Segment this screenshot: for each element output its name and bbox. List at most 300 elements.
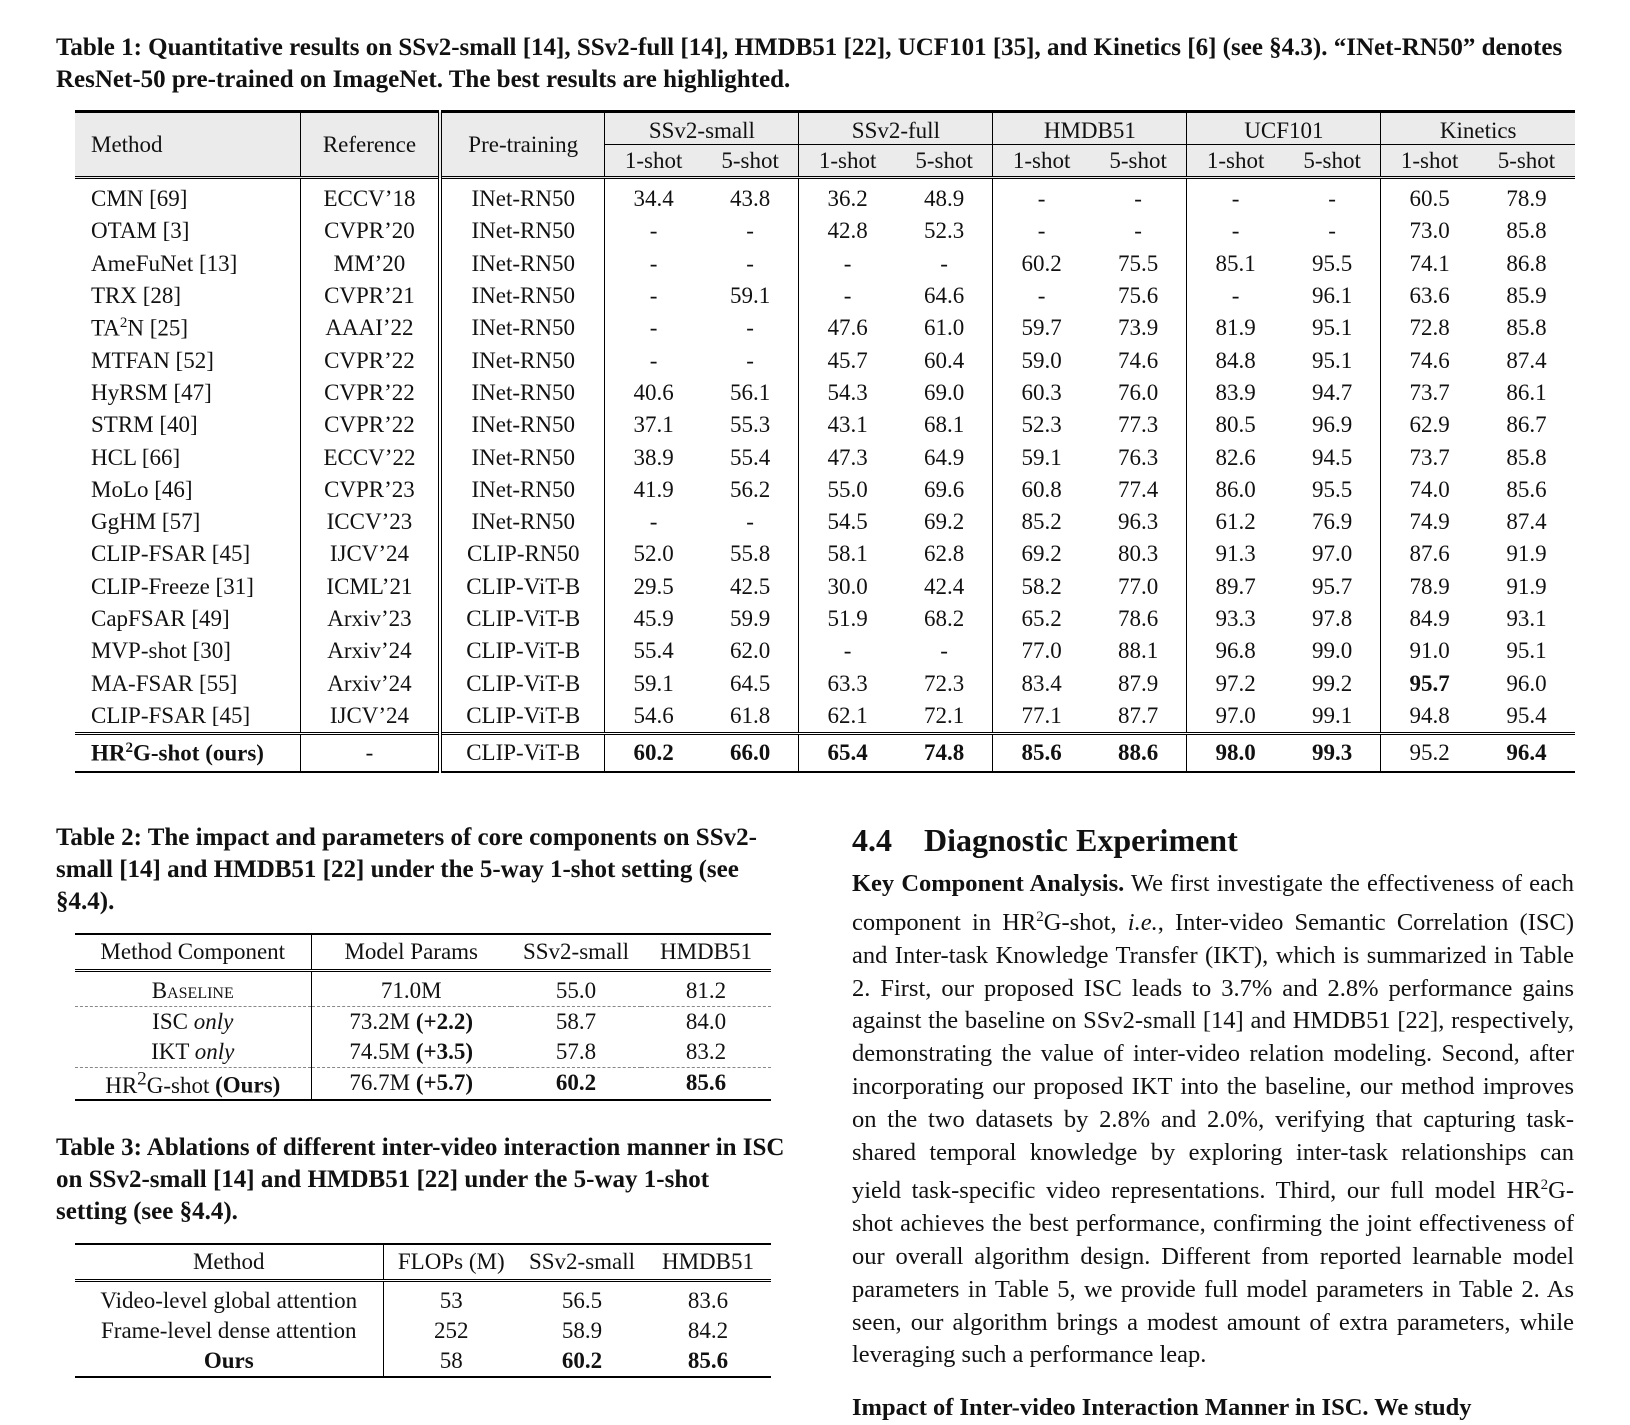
value-cell: 76.0 xyxy=(1118,379,1159,405)
reference-cell: CVPR’21 xyxy=(300,280,440,312)
method-cell: MTFAN [52] xyxy=(91,347,214,373)
value-cell: 61.8 xyxy=(730,702,771,728)
value-cell: 88.6 xyxy=(1090,734,1187,773)
method-cell: HyRSM [47] xyxy=(91,379,212,405)
value-cell: 66.0 xyxy=(702,734,799,773)
label-main: $HR^2G$-shot xyxy=(105,1068,210,1098)
reference-cell: - xyxy=(300,734,440,773)
reference-cell: CVPR’22 xyxy=(300,409,440,441)
method-cell: MA-FSAR [55] xyxy=(91,670,238,696)
value-cell: 72.8 xyxy=(1381,312,1478,344)
value-cell: 95.1 xyxy=(1506,638,1547,664)
value-cell: 91.3 xyxy=(1187,538,1284,570)
value-cell: 86.0 xyxy=(1187,474,1284,506)
label-suffix: only xyxy=(194,1039,235,1064)
value-cell: - xyxy=(746,250,754,276)
value-cell: 72.1 xyxy=(924,702,965,728)
reference-cell: CVPR’23 xyxy=(300,474,440,506)
header-shot: 5-shot xyxy=(896,145,993,178)
label-suffix: (Ours) xyxy=(215,1072,281,1098)
pretraining-cell: INet-RN50 xyxy=(440,280,605,312)
value-cell: 96.9 xyxy=(1312,412,1353,438)
pretraining-cell: INet-RN50 xyxy=(440,506,605,538)
header-shot: 5-shot xyxy=(702,145,799,178)
value-cell: 73.7 xyxy=(1381,377,1478,409)
value-cell: 73.9 xyxy=(1118,315,1159,341)
value-cell: 59.9 xyxy=(730,606,771,631)
value-cell: 40.6 xyxy=(605,377,702,409)
value-cell: 91.9 xyxy=(1506,541,1547,567)
row-label: Video-level global attention xyxy=(75,1281,383,1317)
header-pretraining: Pre-training xyxy=(440,112,605,178)
header-ssv2-small: SSv2-small xyxy=(528,1249,636,1274)
value-cell: 85.1 xyxy=(1187,248,1284,280)
value-cell: 51.9 xyxy=(799,603,896,635)
header-flops: FLOPs (M) xyxy=(397,1249,505,1274)
value-cell: 60.8 xyxy=(993,474,1090,506)
table1-results xyxy=(75,110,1575,773)
value-cell: 252 xyxy=(434,1318,469,1343)
value-cell: - xyxy=(605,312,702,344)
value-cell: 52.3 xyxy=(924,218,965,244)
value-cell: - xyxy=(746,509,754,535)
pretraining-cell: CLIP-ViT-B xyxy=(440,700,605,734)
value-cell: 52.3 xyxy=(993,409,1090,441)
value-cell: 55.8 xyxy=(730,541,771,567)
reference-cell: CVPR’22 xyxy=(300,344,440,376)
value-cell: 63.6 xyxy=(1381,280,1478,312)
value-cell: - xyxy=(993,280,1090,312)
value-cell: 73.7 xyxy=(1381,441,1478,473)
value-cell: - xyxy=(993,215,1090,247)
value-cell: 36.2 xyxy=(799,178,896,216)
pretraining-cell: CLIP-RN50 xyxy=(440,538,605,570)
value-cell: 93.1 xyxy=(1506,606,1547,631)
method-cell: MVP-shot [30] xyxy=(91,638,231,664)
value-cell: - xyxy=(940,638,948,664)
paragraph-lead: Key Component Analysis. xyxy=(852,870,1125,897)
value-cell: 85.2 xyxy=(993,506,1090,538)
section-title: Diagnostic Experiment xyxy=(924,822,1238,858)
value-cell: 86.7 xyxy=(1506,412,1547,438)
table-row xyxy=(75,215,1575,247)
value-cell: 72.3 xyxy=(924,670,965,696)
method-cell: MoLo [46] xyxy=(91,476,193,502)
next-paragraph-start: Impact of Inter-video Interaction Manner in ISC. We study xyxy=(852,1394,1472,1421)
params-cell xyxy=(311,1068,511,1100)
value-cell: 60.5 xyxy=(1381,178,1478,216)
value-cell: 85.6 xyxy=(645,1346,771,1377)
method-cell: GgHM [57] xyxy=(91,509,201,535)
value-cell: - xyxy=(605,506,702,538)
value-cell: 62.1 xyxy=(799,700,896,734)
value-cell: 83.9 xyxy=(1187,377,1284,409)
value-cell: 58.9 xyxy=(561,1318,603,1343)
value-cell: 83.4 xyxy=(993,667,1090,699)
value-cell: 95.7 xyxy=(1381,667,1478,699)
reference-cell: MM’20 xyxy=(300,248,440,280)
reference-cell: CVPR’20 xyxy=(300,215,440,247)
table2-components xyxy=(75,933,771,1101)
pretraining-cell: INet-RN50 xyxy=(440,409,605,441)
value-cell: 42.5 xyxy=(730,573,771,599)
header-shot: 5-shot xyxy=(1478,145,1575,178)
table-row xyxy=(75,441,1575,473)
row-label xyxy=(75,1068,311,1100)
superscript: 2 xyxy=(1036,908,1044,925)
value-cell: 84.2 xyxy=(687,1318,729,1343)
value-cell: 85.6 xyxy=(641,1068,771,1100)
value-cell: 78.6 xyxy=(1118,606,1159,631)
row-label xyxy=(75,1007,311,1038)
params-delta: (+3.5) xyxy=(415,1039,474,1064)
row-label: Frame-level dense attention xyxy=(75,1316,383,1346)
value-cell: 47.3 xyxy=(799,441,896,473)
value-cell: 94.5 xyxy=(1312,444,1353,470)
value-cell: 68.2 xyxy=(924,606,965,631)
reference-cell: Arxiv’24 xyxy=(300,667,440,699)
value-cell: 58.1 xyxy=(799,538,896,570)
value-cell: 58 xyxy=(383,1346,519,1377)
value-cell: 81.9 xyxy=(1187,312,1284,344)
value-cell: 56.2 xyxy=(730,476,771,502)
table-row xyxy=(75,178,1575,216)
superscript: 2 xyxy=(1540,1177,1549,1194)
value-cell: 62.8 xyxy=(924,541,965,567)
pretraining-cell: INet-RN50 xyxy=(440,474,605,506)
value-cell: 47.6 xyxy=(799,312,896,344)
value-cell: 41.9 xyxy=(605,474,702,506)
value-cell: 83.6 xyxy=(687,1288,729,1313)
table3-ablation xyxy=(75,1243,771,1378)
value-cell: - xyxy=(1328,218,1336,244)
value-cell: 99.0 xyxy=(1312,638,1353,664)
value-cell: - xyxy=(1187,178,1284,216)
table-row xyxy=(75,1316,771,1346)
value-cell: 83.2 xyxy=(685,1039,727,1064)
header-group: SSv2-small xyxy=(605,112,799,145)
table-row xyxy=(75,538,1575,570)
pretraining-cell: CLIP-ViT-B xyxy=(440,571,605,603)
method-cell: $TA^2N$ [25] xyxy=(91,315,189,341)
header-shot: 1-shot xyxy=(993,145,1090,178)
header-shot: 1-shot xyxy=(605,145,702,178)
table-row xyxy=(75,1346,771,1377)
value-cell: 96.0 xyxy=(1506,670,1547,696)
superscript: 2 xyxy=(125,739,133,756)
value-cell: 59.1 xyxy=(730,283,771,309)
value-cell: - xyxy=(1187,280,1284,312)
header-method: Method xyxy=(75,112,300,178)
value-cell: 78.9 xyxy=(1478,178,1575,216)
method-cell: CLIP-FSAR [45] xyxy=(91,541,251,567)
value-cell: 89.7 xyxy=(1187,571,1284,603)
value-cell: 54.6 xyxy=(605,700,702,734)
method-cell: HCL [66] xyxy=(91,444,181,470)
value-cell: - xyxy=(746,218,754,244)
reference-cell: CVPR’22 xyxy=(300,377,440,409)
reference-cell: IJCV’24 xyxy=(300,700,440,734)
value-cell: 60.4 xyxy=(924,347,965,373)
value-cell: 69.0 xyxy=(924,379,965,405)
value-cell: 68.1 xyxy=(924,412,965,438)
value-cell: 58.2 xyxy=(993,571,1090,603)
value-cell: 76.9 xyxy=(1312,509,1353,535)
reference-cell: IJCV’24 xyxy=(300,538,440,570)
value-cell: 99.2 xyxy=(1312,670,1353,696)
header-ssv2-small: SSv2-small xyxy=(522,939,630,964)
value-cell: 95.4 xyxy=(1506,702,1547,728)
label-suffix: only xyxy=(193,1009,234,1034)
header-group: Kinetics xyxy=(1381,112,1575,145)
params-delta: (+5.7) xyxy=(415,1070,474,1096)
method-cell: AmeFuNet [13] xyxy=(91,250,238,276)
value-cell: 95.5 xyxy=(1312,250,1353,276)
method-cell: OTAM [3] xyxy=(91,218,190,244)
value-cell: 95.2 xyxy=(1381,734,1478,773)
header-group: UCF101 xyxy=(1187,112,1381,145)
value-cell: 69.2 xyxy=(993,538,1090,570)
value-cell: 42.8 xyxy=(799,215,896,247)
value-cell: 74.9 xyxy=(1381,506,1478,538)
value-cell: - xyxy=(605,280,702,312)
emphasis: i.e. xyxy=(1127,908,1158,936)
pretraining-cell: CLIP-ViT-B xyxy=(440,734,605,773)
params-value: 73.2M xyxy=(349,1009,411,1034)
value-cell: 55.3 xyxy=(730,412,771,438)
value-cell: 74.8 xyxy=(896,734,993,773)
header-model-params: Model Params xyxy=(344,939,478,964)
value-cell: 97.0 xyxy=(1312,541,1353,567)
header-reference: Reference xyxy=(300,112,440,178)
value-cell: 91.9 xyxy=(1506,573,1547,599)
value-cell: - xyxy=(940,250,948,276)
method-cell: CLIP-FSAR [45] xyxy=(91,702,251,728)
value-cell: 55.0 xyxy=(555,978,597,1003)
params-cell: 71.0M xyxy=(380,978,442,1003)
value-cell: 81.2 xyxy=(685,978,727,1003)
value-cell: 97.8 xyxy=(1312,606,1353,631)
value-cell: 99.1 xyxy=(1312,702,1353,728)
paragraph-body: We first investigate the effectiveness of each component in $HR^2G$-shot, i.e., Inter-video Semantic Correlation (ISC) and Inter-task Knowledge Transfer (IKT), which is summarized in Table 2. First, our proposed ISC leads to 3.7% and 2.8% performance gains against the baseline on SSv2-small [14] and HMDB51 [22], respectively, demonstrating the value of inter-video relation modeling. Second, after incorporating our proposed IKT into the baseline, our method improves on the two datasets by 2.8% and 2.0%, verifying that capturing task-shared temporal knowledge by exploring inter-task relationships can yield task-specific video representations. Third, our full model $HR^2G$-shot achieves the best performance, confirming the joint effectiveness of our overall algorithm design. Different from reported learnable model parameters in Table 5, we provide full model parameters in Table 2. As seen, our algorithm brings a modest amount of extra parameters, while leveraging such a performance leap. xyxy=(852,870,1574,1369)
value-cell: - xyxy=(1090,178,1187,216)
row-label: Ours xyxy=(75,1346,383,1377)
value-cell: 62.0 xyxy=(730,638,771,664)
value-cell: 77.3 xyxy=(1118,412,1159,438)
value-cell: 96.8 xyxy=(1187,635,1284,667)
table3-caption: Table 3: Ablations of different inter-video interaction manner in ISC on SSv2-small [14] and HMDB51 [22] under the 5-way 1-shot setting (see §4.4). xyxy=(56,1134,785,1225)
value-cell: 96.1 xyxy=(1312,283,1353,309)
pretraining-cell: CLIP-ViT-B xyxy=(440,635,605,667)
value-cell: 99.3 xyxy=(1284,734,1381,773)
value-cell: 75.5 xyxy=(1118,250,1159,276)
section-paragraph xyxy=(852,868,1574,1372)
value-cell: 74.1 xyxy=(1381,248,1478,280)
value-cell: 74.0 xyxy=(1381,474,1478,506)
table-row xyxy=(75,409,1575,441)
value-cell: 34.4 xyxy=(605,178,702,216)
pretraining-cell: INet-RN50 xyxy=(440,248,605,280)
value-cell: 85.8 xyxy=(1506,218,1547,244)
pretraining-cell: INet-RN50 xyxy=(440,344,605,376)
value-cell: 86.1 xyxy=(1506,379,1547,405)
header-hmdb51: HMDB51 xyxy=(659,939,752,964)
value-cell: 62.9 xyxy=(1381,409,1478,441)
reference-cell: Arxiv’23 xyxy=(300,603,440,635)
value-cell: 55.0 xyxy=(799,474,896,506)
value-cell: 42.4 xyxy=(924,573,965,599)
value-cell: 60.2 xyxy=(993,248,1090,280)
table2-caption: Table 2: The impact and parameters of core components on SSv2-small [14] and HMDB51 [22] under the 5-way 1-shot setting (see §4.4). xyxy=(56,824,757,915)
table-row xyxy=(75,506,1575,538)
value-cell: 86.8 xyxy=(1506,250,1547,276)
table-row xyxy=(75,1068,771,1100)
value-cell: - xyxy=(1187,215,1284,247)
table1-caption: Table 1: Quantitative results on SSv2-small [14], SSv2-full [14], HMDB51 [22], UCF101 [35], and Kinetics [6] (see §4.3). “INet-RN50” denotes ResNet-50 pre-trained on ImageNet. The best results are highlighted. xyxy=(56,34,1563,93)
value-cell: 97.0 xyxy=(1187,700,1284,734)
value-cell: 96.3 xyxy=(1118,509,1159,535)
value-cell: - xyxy=(605,344,702,376)
value-cell: 29.5 xyxy=(605,571,702,603)
value-cell: 85.6 xyxy=(1506,476,1547,502)
value-cell: 84.9 xyxy=(1381,603,1478,635)
section-number: 4.4 xyxy=(852,822,892,858)
table-row xyxy=(75,248,1575,280)
reference-cell: ICCV’23 xyxy=(300,506,440,538)
value-cell: 59.1 xyxy=(993,441,1090,473)
value-cell: 77.0 xyxy=(1118,573,1159,599)
value-cell: 65.2 xyxy=(993,603,1090,635)
value-cell: 97.2 xyxy=(1187,667,1284,699)
value-cell: 56.1 xyxy=(730,379,771,405)
params-cell xyxy=(311,1007,511,1038)
value-cell: 77.0 xyxy=(993,635,1090,667)
table-row xyxy=(75,1007,771,1038)
value-cell: 87.4 xyxy=(1506,347,1547,373)
table-row xyxy=(75,312,1575,344)
value-cell: 45.9 xyxy=(605,603,702,635)
header-method: Method xyxy=(75,1244,383,1281)
pretraining-cell: INet-RN50 xyxy=(440,441,605,473)
label-main: IKT xyxy=(151,1039,190,1064)
value-cell: - xyxy=(799,280,896,312)
row-label xyxy=(75,1037,311,1068)
value-cell: - xyxy=(1284,178,1381,216)
method-cell: TRX [28] xyxy=(91,283,182,309)
section-heading xyxy=(852,820,1238,860)
pretraining-cell: INet-RN50 xyxy=(440,178,605,216)
value-cell: 43.8 xyxy=(702,178,799,216)
value-cell: 87.4 xyxy=(1506,509,1547,535)
pretraining-cell: INet-RN50 xyxy=(440,312,605,344)
value-cell: 65.4 xyxy=(799,734,896,773)
value-cell: 63.3 xyxy=(799,667,896,699)
value-cell: 85.8 xyxy=(1506,444,1547,470)
header-shot: 1-shot xyxy=(799,145,896,178)
header-shot: 1-shot xyxy=(1187,145,1284,178)
table-row xyxy=(75,667,1575,699)
value-cell: 57.8 xyxy=(555,1039,597,1064)
value-cell: 45.7 xyxy=(799,344,896,376)
value-cell: 43.1 xyxy=(799,409,896,441)
header-hmdb51: HMDB51 xyxy=(661,1249,754,1274)
value-cell: 94.7 xyxy=(1312,379,1353,405)
value-cell: 94.8 xyxy=(1381,700,1478,734)
value-cell: 84.8 xyxy=(1187,344,1284,376)
value-cell: 80.5 xyxy=(1187,409,1284,441)
value-cell: 64.5 xyxy=(730,670,771,696)
params-value: 76.7M xyxy=(349,1070,411,1096)
value-cell: 98.0 xyxy=(1187,734,1284,773)
value-cell: 69.6 xyxy=(924,476,965,502)
value-cell: - xyxy=(746,315,754,341)
method-cell: CMN [69] xyxy=(75,178,300,216)
value-cell: 85.9 xyxy=(1506,283,1547,309)
reference-cell: ICML’21 xyxy=(300,571,440,603)
value-cell: 64.6 xyxy=(924,283,965,309)
value-cell: 87.6 xyxy=(1381,538,1478,570)
value-cell: 54.5 xyxy=(799,506,896,538)
row-label: Baseline xyxy=(75,971,311,1007)
reference-cell: ECCV’18 xyxy=(300,178,440,216)
value-cell: 55.4 xyxy=(730,444,771,470)
reference-cell: Arxiv’24 xyxy=(300,635,440,667)
value-cell: 85.6 xyxy=(993,734,1090,773)
reference-cell: ECCV’22 xyxy=(300,441,440,473)
value-cell: 60.2 xyxy=(511,1068,641,1100)
table-row xyxy=(75,571,1575,603)
table-row xyxy=(75,1037,771,1068)
value-cell: 96.4 xyxy=(1478,734,1575,773)
table-row xyxy=(75,635,1575,667)
pretraining-cell: INet-RN50 xyxy=(440,377,605,409)
value-cell: 61.0 xyxy=(924,315,965,341)
value-cell: 93.3 xyxy=(1187,603,1284,635)
table-row xyxy=(75,603,1575,635)
table-row xyxy=(75,700,1575,734)
method-cell: CapFSAR [49] xyxy=(91,606,230,631)
value-cell: 80.3 xyxy=(1118,541,1159,567)
value-cell: - xyxy=(993,178,1090,216)
value-cell: 55.4 xyxy=(605,635,702,667)
table-row xyxy=(75,971,771,1007)
value-cell: 60.2 xyxy=(605,734,702,773)
value-cell: 95.5 xyxy=(1312,476,1353,502)
value-cell: - xyxy=(799,635,896,667)
value-cell: - xyxy=(799,248,896,280)
table-row xyxy=(75,344,1575,376)
table-row xyxy=(75,1281,771,1317)
value-cell: 61.2 xyxy=(1187,506,1284,538)
table-row xyxy=(75,377,1575,409)
table-row xyxy=(75,280,1575,312)
value-cell: 87.9 xyxy=(1118,670,1159,696)
value-cell: 53 xyxy=(439,1288,463,1313)
value-cell: 59.1 xyxy=(605,667,702,699)
value-cell: 91.0 xyxy=(1381,635,1478,667)
value-cell: 52.0 xyxy=(605,538,702,570)
value-cell: 82.6 xyxy=(1187,441,1284,473)
value-cell: 64.9 xyxy=(924,444,965,470)
value-cell: 38.9 xyxy=(605,441,702,473)
value-cell: 75.6 xyxy=(1118,283,1159,309)
value-cell: - xyxy=(605,248,702,280)
value-cell: - xyxy=(746,347,754,373)
table-row xyxy=(75,474,1575,506)
value-cell: - xyxy=(605,215,702,247)
pretraining-cell: CLIP-ViT-B xyxy=(440,667,605,699)
value-cell: 87.7 xyxy=(1118,702,1159,728)
